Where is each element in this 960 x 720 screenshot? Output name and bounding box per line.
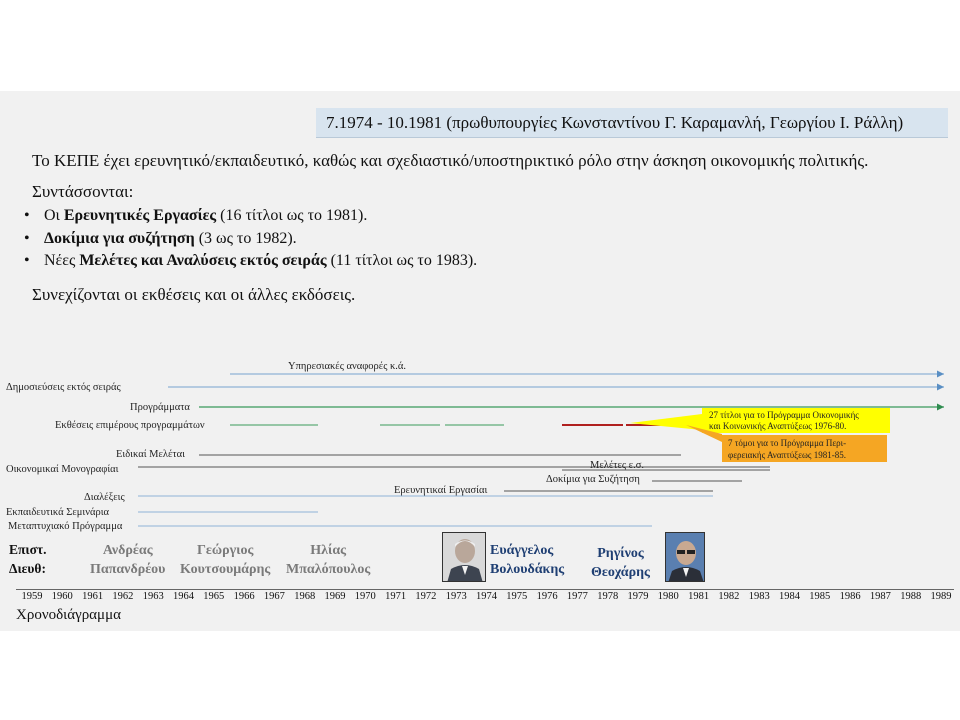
intro-text: Το ΚΕΠΕ έχει ερευνητικό/εκπαιδευτικό, καθώς και σχεδιαστικό/υποστηρικτικό ρόλο στην άσκηση οικονομικής πολιτικής. xyxy=(32,151,869,170)
year-label: 1973 xyxy=(445,591,467,602)
year-label: 1968 xyxy=(294,591,316,602)
row-label-special-studies: Ειδικαί Μελέται xyxy=(116,449,185,460)
year-label: 1969 xyxy=(324,591,346,602)
row-label-publications-out-of-series: Δημοσιεύσεις εκτός σειράς xyxy=(6,382,121,393)
timeline-caption: Χρονοδιάγραμμα xyxy=(16,607,121,623)
year-label: 1980 xyxy=(657,591,679,602)
directors-title: Επιστ. Διευθ: xyxy=(9,542,47,576)
list-item: • Οι Ερευνητικές Εργασίες (16 τίτλοι ως το 1981). xyxy=(24,207,368,224)
year-label: 1966 xyxy=(233,591,255,602)
note-orange-line-1: 7 τόμοι για το Πρόγραμμα Περι- xyxy=(728,438,847,448)
period-banner: 7.1974 - 10.1981 (πρωθυπουργίες Κωνσταντίνου Γ. Καραμανλή, Γεωργίου Ι. Ράλλη) xyxy=(316,108,948,138)
year-label: 1986 xyxy=(839,591,861,602)
list-item: • Νέες Μελέτες και Αναλύσεις εκτός σειράς (11 τίτλοι ως το 1983). xyxy=(24,252,478,269)
year-label: 1961 xyxy=(82,591,104,602)
director-voloudakis: Ευάγγελος Βολουδάκης xyxy=(490,543,565,577)
year-label: 1962 xyxy=(112,591,134,602)
row-label-economic-monographs: Οικονομικαί Μονογραφίαι xyxy=(6,464,119,475)
year-label: 1983 xyxy=(748,591,770,602)
timeline-diagram xyxy=(0,350,960,540)
year-label: 1971 xyxy=(385,591,407,602)
year-label: 1965 xyxy=(203,591,225,602)
row-label-program-reports: Εκθέσεις επιμέρους προγραμμάτων xyxy=(55,420,205,431)
director-balopoulos: Ηλίας Μπαλόπουλος xyxy=(286,543,371,577)
year-label: 1979 xyxy=(627,591,649,602)
row-label-postgraduate-program: Μεταπτυχιακό Πρόγραμμα xyxy=(8,521,123,532)
row-label-training-seminars: Εκπαιδευτικά Σεμινάρια xyxy=(6,507,110,518)
year-label: 1959 xyxy=(21,591,43,602)
row-label-research-papers: Ερευνητικαί Εργασίαι xyxy=(394,485,488,496)
compiled-heading: Συντάσσονται: xyxy=(32,182,134,201)
director-papandreou: Ανδρέας Παπανδρέου xyxy=(90,543,166,577)
year-label: 1981 xyxy=(688,591,710,602)
year-label: 1978 xyxy=(597,591,619,602)
year-label: 1970 xyxy=(354,591,376,602)
row-label-service-reports: Υπηρεσιακές αναφορές κ.ά. xyxy=(288,361,407,372)
year-label: 1975 xyxy=(506,591,528,602)
portrait-theocharis xyxy=(665,532,705,582)
year-label: 1960 xyxy=(51,591,73,602)
director-theocharis: Ρηγίνος Θεοχάρης xyxy=(591,546,650,580)
year-label: 1985 xyxy=(809,591,831,602)
year-label: 1987 xyxy=(869,591,891,602)
note-yellow-line-1: 27 τίτλοι για το Πρόγραμμα Οικονομικής xyxy=(709,410,859,420)
list-item: • Δοκίμια για συζήτηση (3 ως το 1982). xyxy=(24,229,297,247)
year-label: 1977 xyxy=(566,591,588,602)
year-label: 1982 xyxy=(718,591,740,602)
year-label: 1967 xyxy=(263,591,285,602)
row-label-lectures: Διαλέξεις xyxy=(84,492,125,503)
year-label: 1989 xyxy=(930,591,952,602)
year-label: 1976 xyxy=(536,591,558,602)
year-label: 1974 xyxy=(476,591,497,602)
year-label: 1964 xyxy=(173,591,194,602)
note-yellow-line-2: και Κοινωνικής Αναπτύξεως 1976-80. xyxy=(709,421,847,431)
continuation-text: Συνεχίζονται οι εκθέσεις και οι άλλες εκδόσεις. xyxy=(32,285,356,304)
year-label: 1972 xyxy=(415,591,437,602)
row-label-studies-out-of-series: Μελέτες ε.σ. xyxy=(590,460,644,471)
timeline-axis xyxy=(16,589,954,590)
portrait-voloudakis xyxy=(442,532,486,582)
publication-list xyxy=(24,205,477,273)
row-label-programs: Προγράμματα xyxy=(130,402,190,413)
year-label: 1963 xyxy=(142,591,164,602)
year-label: 1988 xyxy=(900,591,922,602)
row-label-discussion-papers: Δοκίμια για Συζήτηση xyxy=(546,474,640,485)
year-label: 1984 xyxy=(779,591,800,602)
note-orange-line-2: φερειακής Αναπτύξεως 1981-85. xyxy=(728,450,846,460)
callout-pointer-yellow xyxy=(630,414,702,430)
director-koutsoumaris: Γεώργιος Κουτσουμάρης xyxy=(180,543,271,577)
year-axis-labels xyxy=(0,591,960,611)
